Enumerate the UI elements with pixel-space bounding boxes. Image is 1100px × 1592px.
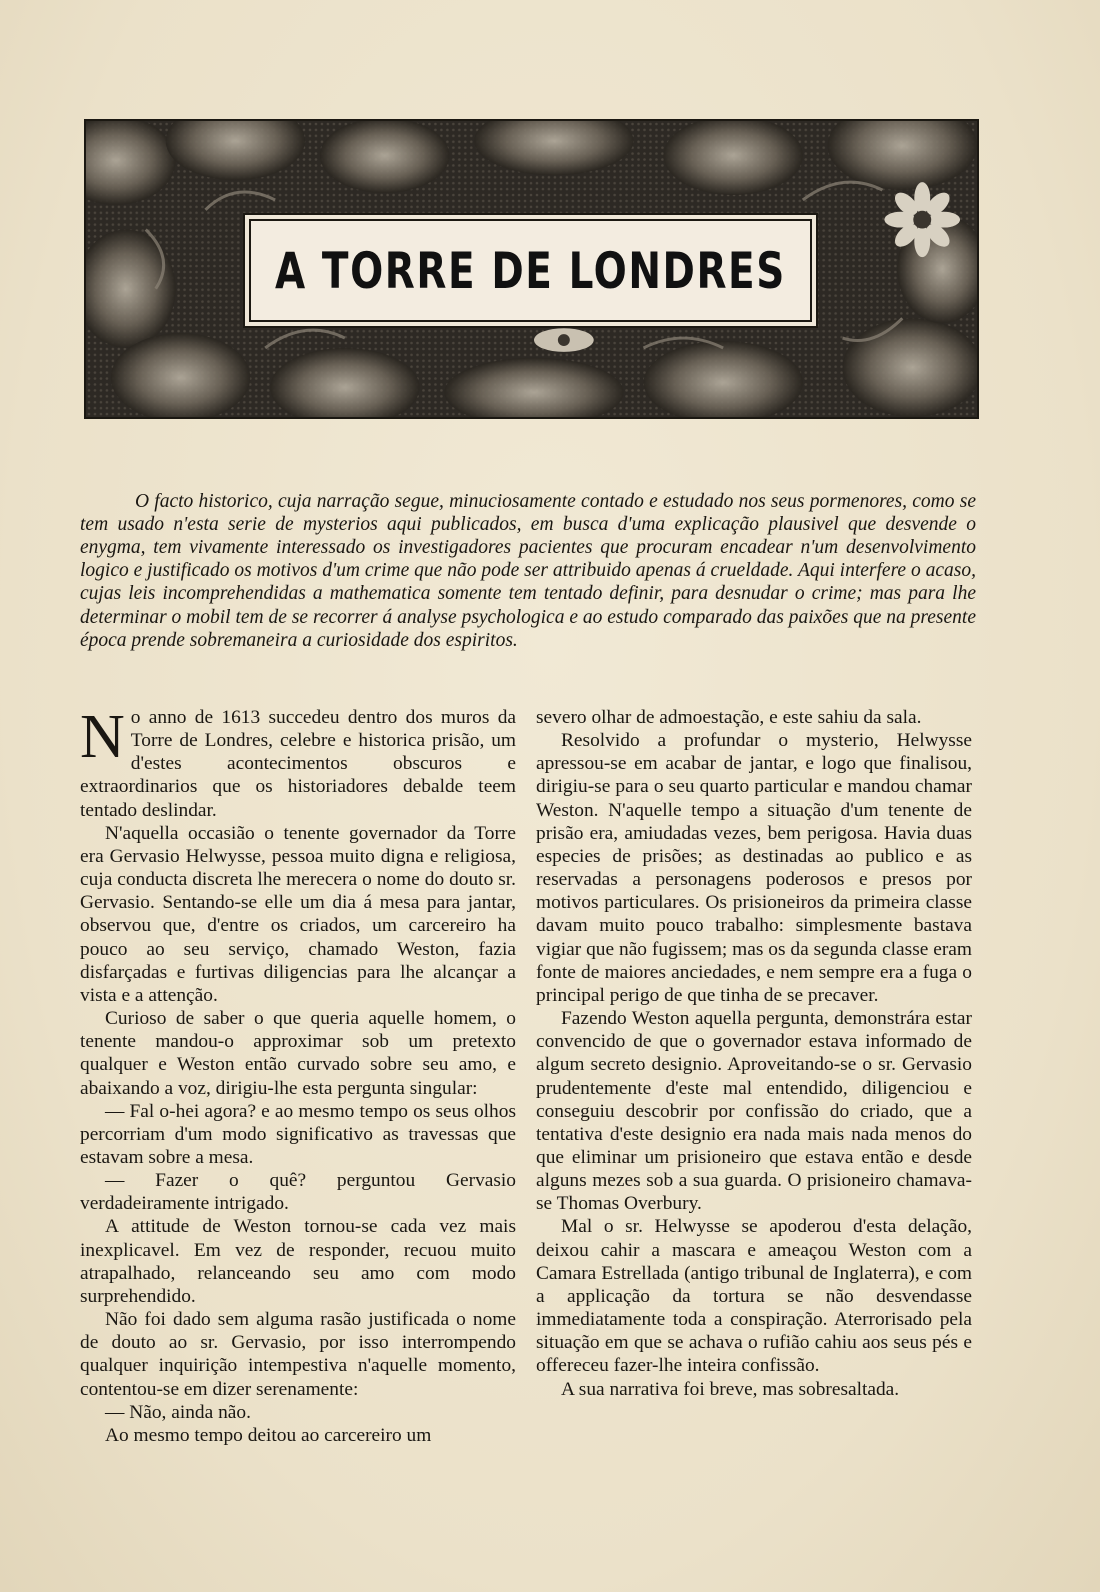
decorative-banner	[84, 119, 979, 419]
title-frame	[249, 219, 812, 322]
first-paragraph-text: o anno de 1613 succedeu dentro dos muros da Torre de Londres, celebre e historica prisão, um d'estes acontecimentos obscuros e extraordinarios que os historiadores debalde teem tentado deslindar.	[80, 707, 516, 821]
intro-paragraph: O facto historico, cuja narração segue, minuciosamente contado e estudado nos seus pormenores, como se tem usado n'esta serie de mysterios aqui publicados, em busca d'uma explicação plausivel que desvende o enygma, tem vivamente interessado os investigadores pacientes que procuram encadear n'um desenvolvimento logico e justificado os motivos d'um crime que não pode ser attribuido apenas á crueldade. Aqui interfere o acaso, cujas leis incomprehendidas a mathematica somente tem tentado definir, para desnudar o crime; mas para lhe determinar o mobil tem de se recorrer á analyse psychologica e ao estudo comparado das paixões que na presente época prende sobremaneira a curiosidade dos espiritos.	[80, 490, 976, 651]
paragraph: — Fal o-hei agora? e ao mesmo tempo os seus olhos percorriam d'um modo significativo as travessas que estavam sobre a mesa.	[80, 1100, 516, 1168]
paragraph: Curioso de saber o que queria aquelle homem, o tenente mandou-o approximar sob um pretexto qualquer e Weston então curvado sobre seu amo, e abaixando a voz, dirigiu-lhe esta pergunta singular:	[80, 1008, 516, 1099]
paragraph: Ao mesmo tempo deitou ao carcereiro um	[105, 1424, 432, 1446]
paragraph: Mal o sr. Helwysse se apoderou d'esta delação, deixou cahir a mascara e ameaçou Weston com a Camara Estrellada (antigo tribunal de Inglaterra), e com a applicação da tortura se não desvendasse immediatamente toda a conspiração. Aterrorisado pela situação em que se achava o rufião cahiu aos seus pés e offereceu fazer-lhe inteira confissão.	[536, 1216, 972, 1377]
drop-cap: N	[80, 703, 125, 771]
continued-paragraph: severo olhar de admoestação, e este sahiu da sala.	[536, 707, 922, 728]
article-title: A TORRE DE LONDRES	[275, 241, 786, 300]
left-column	[80, 703, 516, 1447]
paragraph: — Fazer o quê? perguntou Gervasio verdadeiramente intrigado.	[80, 1170, 516, 1215]
paragraph: N'aquella occasião o tenente governador da Torre era Gervasio Helwysse, pessoa muito digna e religiosa, cuja conducta discreta lhe merecera o nome do douto sr. Gervasio. Sentando-se elle um dia á mesa para jantar, observou que, d'entre os criados, um carcereiro ha pouco ao seu serviço, chamado Weston, fazia disfarçadas e furtivas diligencias para lhe alcançar a vista e a attenção.	[80, 822, 516, 1006]
right-column	[536, 706, 972, 1401]
first-paragraph	[80, 703, 516, 822]
paragraph: A attitude de Weston tornou-se cada vez mais inexplicavel. Em vez de responder, recuou muito atrapalhado, relanceando seu amo com modo surprehendido.	[80, 1216, 516, 1307]
paragraph: Fazendo Weston aquella pergunta, demonstrára estar convencido de que o governador estava informado de algum secreto designio. Aproveitando-se o sr. Gervasio prudentemente d'este mal entendido, diligenciou e conseguiu descobrir por confissão do criado, que a tentativa d'este designio era nada mais nada menos do que eliminar um prisioneiro que estava então e desde alguns mezes sob a sua guarda. O prisioneiro chamava-se Thomas Overbury.	[536, 1008, 972, 1215]
paragraph: Resolvido a profundar o mysterio, Helwysse apressou-se em acabar de jantar, e logo que finalisou, dirigiu-se para o seu quarto particular e mandou chamar Weston. N'aquelle tempo a situação d'um tenente de prisão era, amiudadas vezes, bem perigosa. Havia duas especies de prisões; as destinadas ao publico e as reservadas a personagens poderosos e presos por motivos particulares. Os prisioneiros da primeira classe davam muito pouco trabalho: simplesmente bastava vigiar que não fugissem; mas os da segunda classe eram fonte de maiores anciedades, e nem sempre era a fuga o principal perigo de que tinha de se precaver.	[536, 730, 972, 1006]
paragraph: Não foi dado sem alguma rasão justificada o nome de douto ao sr. Gervasio, por isso interrompendo qualquer inquirição intempestiva n'aquelle momento, contentou-se em dizer serenamente:	[80, 1309, 516, 1400]
paragraph: A sua narrativa foi breve, mas sobresaltada.	[561, 1378, 900, 1400]
paragraph: — Não, ainda não.	[105, 1401, 251, 1423]
